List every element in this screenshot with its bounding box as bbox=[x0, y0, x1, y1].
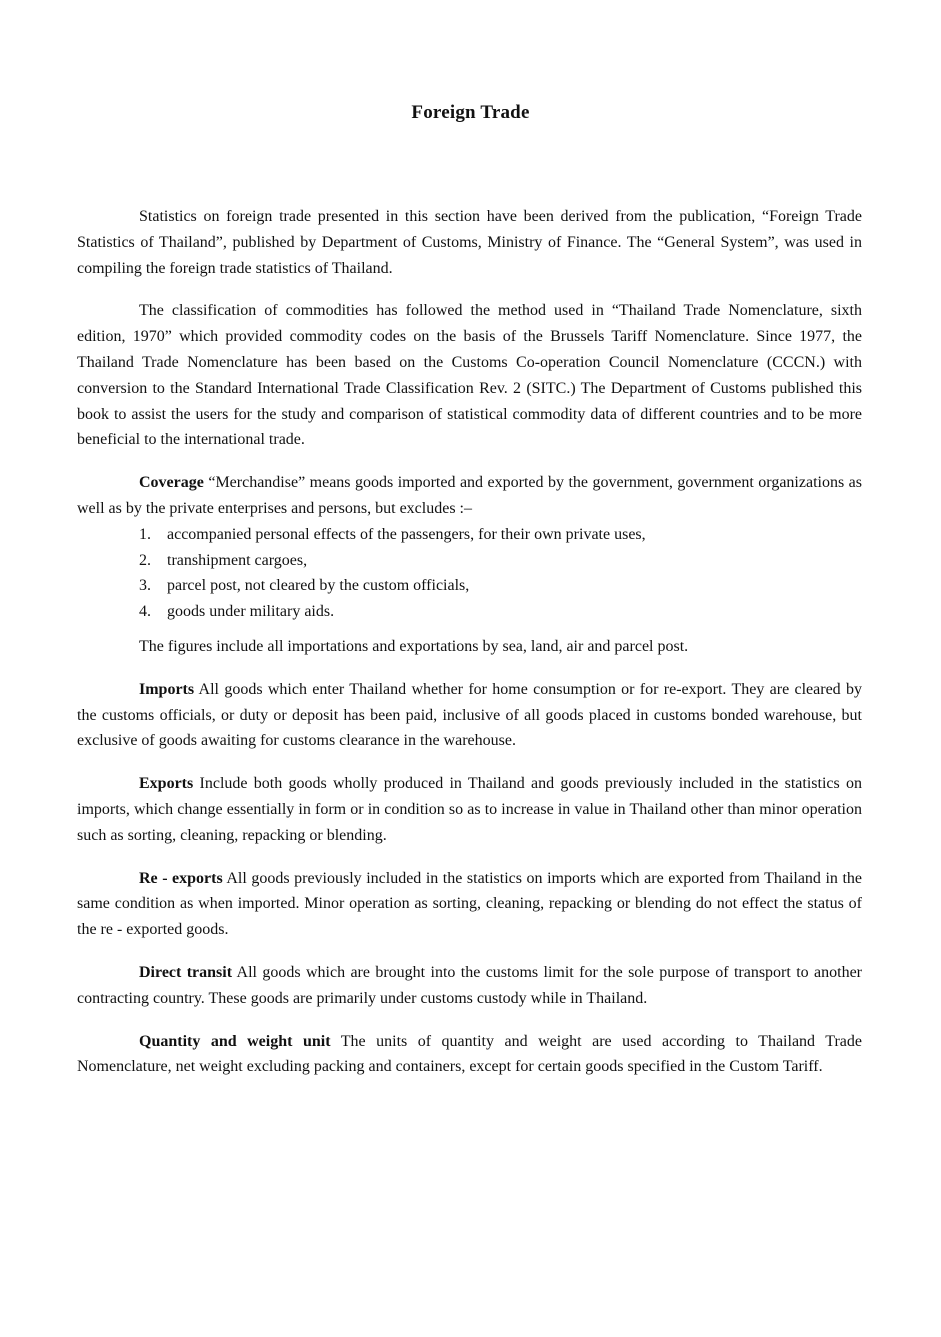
exports-paragraph bbox=[77, 771, 862, 848]
intro-paragraph-1: Statistics on foreign trade presented in this section have been derived from the publication, “Foreign Trade Statistics of Thailand”, published by Department of Customs, Ministry of Finance. The “General System”, was used in compiling the foreign trade statistics of Thailand. bbox=[77, 208, 862, 277]
reexports-text: All goods previously included in the statistics on imports which are exported from Thailand in the same condition as when imported. Minor operation as sorting, cleaning, repacking or blending do not effect the status of the re - exported goods. bbox=[77, 869, 862, 939]
imports-paragraph bbox=[77, 677, 862, 754]
document-body bbox=[77, 204, 862, 1080]
direct-transit-text: All goods which are brought into the customs limit for the sole purpose of transport to another contracting country. These goods are primarily under customs custody while in Thailand. bbox=[77, 963, 862, 1007]
reexports-paragraph bbox=[77, 866, 862, 943]
figures-paragraph: The figures include all importations and exportations by sea, land, air and parcel post. bbox=[139, 637, 689, 655]
list-item-number: 2. bbox=[139, 551, 151, 569]
list-item bbox=[139, 599, 862, 625]
list-item-number: 3. bbox=[139, 577, 151, 595]
list-item-text: goods under military aids. bbox=[167, 603, 335, 621]
imports-text: All goods which enter Thailand whether for home consumption or for re-export. They are cleared by the customs officials, or duty or deposit has been paid, inclusive of all goods placed in customs bonded warehouse, but exclusive of goods awaiting for customs clearance in the warehouse. bbox=[77, 680, 862, 750]
list-item-number: 4. bbox=[139, 603, 151, 621]
page-title: Foreign Trade bbox=[411, 102, 530, 123]
units-text: The units of quantity and weight are used according to Thailand Trade Nomenclature, net weight excluding packing and containers, except for certain goods specified in the Custom Tariff. bbox=[77, 1032, 863, 1076]
exclusion-list bbox=[77, 522, 862, 625]
list-item bbox=[139, 548, 862, 574]
list-item bbox=[139, 573, 862, 599]
coverage-heading: Coverage bbox=[139, 474, 204, 492]
list-item-text: transhipment cargoes, bbox=[167, 551, 308, 569]
exports-text: Include both goods wholly produced in Thailand and goods previously included in the statistics on imports, which change essentially in form or in condition so as to increase in value in Thailand other than minor operation such as sorting, cleaning, repacking or blending. bbox=[77, 775, 863, 844]
intro-paragraph-2: The classification of commodities has followed the method used in “Thailand Trade Nomenclature, sixth edition, 1970” which provided commodity codes on the basis of the Brussels Tariff Nomenclature. Since 1977, the Thailand Trade Nomenclature has been based on the Customs Co-operation Council Nomenclature (CCCN.) with conversion to the Standard International Trade Classification Rev. 2 (SITC.) The Department of Customs published this book to assist the users for the study and comparison of statistical commodity data of different countries and to be more beneficial to the international trade. bbox=[77, 302, 862, 449]
units-paragraph bbox=[77, 1029, 862, 1081]
reexports-heading: Re - exports bbox=[139, 869, 223, 887]
list-item-text: parcel post, not cleared by the custom officials, bbox=[167, 577, 470, 595]
list-item-number: 1. bbox=[139, 525, 151, 543]
list-item-text: accompanied personal effects of the passengers, for their own private uses, bbox=[167, 525, 646, 543]
direct-transit-paragraph bbox=[77, 960, 862, 1012]
units-heading: Quantity and weight unit bbox=[139, 1032, 331, 1050]
direct-transit-heading: Direct transit bbox=[139, 963, 233, 981]
imports-heading: Imports bbox=[139, 680, 195, 698]
coverage-paragraph bbox=[77, 470, 862, 522]
coverage-text: “Merchandise” means goods imported and exported by the government, government organizations as well as by the private enterprises and persons, but excludes :– bbox=[77, 474, 863, 517]
list-item bbox=[139, 522, 862, 548]
exports-heading: Exports bbox=[139, 775, 194, 793]
